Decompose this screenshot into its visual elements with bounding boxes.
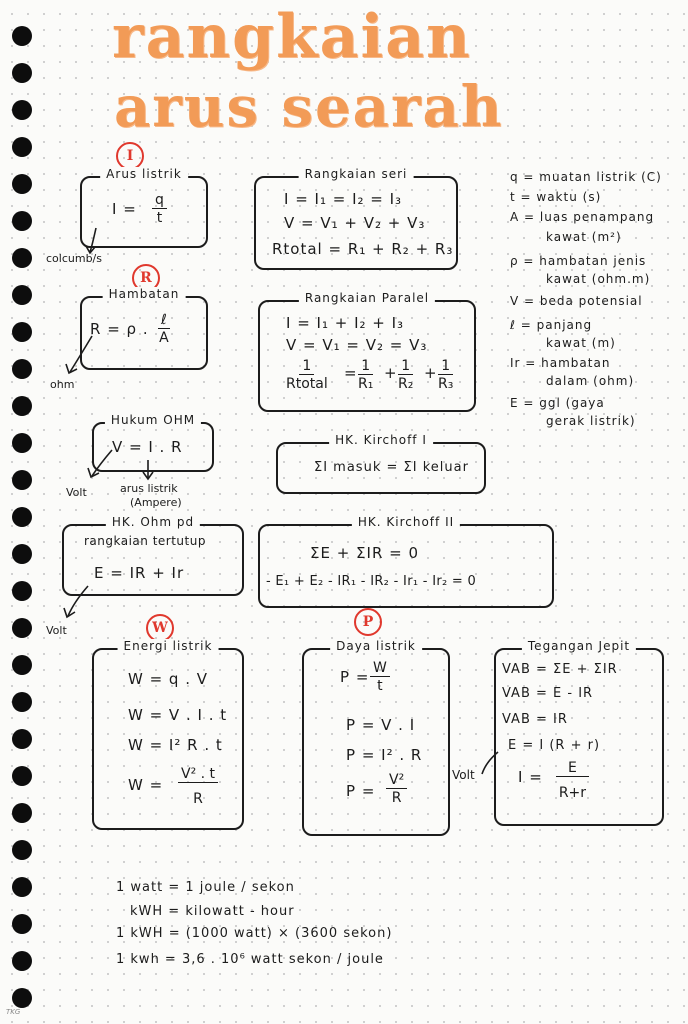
legend-line: q = muatan listrik (C) [510, 170, 662, 184]
parallel-line-1: I = I₁ + I₂ + I₃ [286, 314, 405, 332]
terminal-voltage-line-5-lhs: I = [518, 768, 543, 786]
series-circuit-header: Rangkaian seri [299, 167, 414, 181]
current-unit-note: colcumb/s [46, 252, 102, 265]
fraction-denominator: R [193, 791, 203, 807]
legend-line: V = beda potensial [510, 294, 643, 308]
power-line-4-fraction [386, 772, 407, 806]
kirchoff-2-header: HK. Kirchoff II [352, 515, 460, 529]
fraction-numerator: 1 [398, 358, 413, 375]
legend-line: kawat (m²) [546, 230, 622, 244]
parallel-circuit-header: Rangkaian Paralel [299, 291, 435, 305]
terminal-voltage-line-1: VAB = ΣE + ΣIR [502, 662, 618, 677]
fraction-denominator: R₂ [398, 376, 414, 392]
power-line-3: P = I² . R [346, 746, 423, 764]
parallel-plus: + [384, 364, 398, 382]
terminal-voltage-volt-note: Volt [452, 768, 475, 782]
energy-line-1: W = q . V [128, 670, 209, 688]
terminal-voltage-line-5-fraction [556, 760, 589, 801]
ohm-law-formula: V = I . R [112, 438, 183, 456]
fraction-numerator: ℓ [158, 312, 170, 329]
unit-line-2: kWH = kilowatt - hour [130, 904, 295, 919]
legend-line: kawat (m) [546, 336, 616, 350]
kirchoff-2-line-1: ΣE + ΣIR = 0 [310, 544, 420, 562]
current-box-header: Arus listrik [100, 167, 188, 181]
fraction-denominator: R+r [558, 785, 587, 801]
fraction-denominator: t [377, 678, 383, 694]
parallel-frac-r2 [398, 358, 413, 392]
kirchoff-1-box [276, 433, 486, 494]
fraction-numerator: 1 [358, 358, 373, 375]
ohm-law-current-note: arus listrik [120, 482, 178, 495]
fraction-numerator: W [370, 660, 390, 677]
kirchoff-2-line-2: - E₁ + E₂ - IR₁ - IR₂ - Ir₁ - Ir₂ = 0 [266, 574, 477, 589]
kirchoff-2-box [258, 515, 554, 608]
series-circuit-box [254, 167, 458, 270]
closed-circuit-box [62, 515, 244, 596]
ohm-law-volt-note: Volt [66, 486, 87, 499]
resistance-fraction [158, 312, 170, 346]
closed-circuit-header: HK. Ohm pd [106, 515, 200, 529]
kirchoff-1-formula: ΣI masuk = ΣI keluar [314, 460, 469, 475]
energy-line-4-lhs: W = [128, 776, 164, 794]
power-header: Daya listrik [330, 639, 422, 653]
terminal-voltage-line-4: E = I (R + r) [508, 738, 601, 753]
parallel-frac-r1 [358, 358, 373, 392]
terminal-voltage-line-3: VAB = IR [502, 712, 568, 727]
fraction-denominator: R₁ [358, 376, 374, 392]
parallel-equals: = [344, 364, 358, 382]
parallel-frac-total [286, 358, 328, 392]
resistance-formula-lhs: R = ρ . [90, 320, 149, 338]
fraction-numerator: E [556, 760, 589, 777]
power-box [302, 639, 450, 836]
marker-power: P [354, 608, 382, 636]
legend-line: kawat (ohm.m) [546, 272, 651, 286]
energy-line-3: W = I² R . t [128, 736, 223, 754]
power-line-4-lhs: P = [346, 782, 376, 800]
energy-box [92, 639, 244, 830]
terminal-voltage-line-2: VAB = E - IR [502, 686, 594, 701]
closed-circuit-volt-note: Volt [46, 624, 67, 637]
current-formula-lhs: I = [112, 200, 137, 218]
power-line-2: P = V . I [346, 716, 416, 734]
fraction-denominator: A [159, 330, 169, 346]
series-line-3: Rtotal = R₁ + R₂ + R₃ [272, 240, 454, 258]
parallel-frac-r3 [438, 358, 453, 392]
legend-line: t = waktu (s) [510, 190, 602, 204]
resistance-box [80, 287, 208, 370]
energy-line-4-fraction [178, 766, 218, 807]
legend-line: gerak listrik) [546, 414, 636, 428]
fraction-numerator: 1 [438, 358, 453, 375]
fraction-numerator: q [152, 192, 167, 209]
energy-header: Energi listrik [118, 639, 219, 653]
marker-resistance: R [132, 264, 160, 292]
marker-energy: W [146, 614, 174, 642]
current-box [80, 167, 208, 248]
legend-line: A = luas penampang [510, 210, 655, 224]
fraction-numerator: 1 [299, 358, 314, 375]
closed-circuit-formula: E = IR + Ir [94, 564, 185, 582]
unit-line-4: 1 kwh = 3,6 . 10⁶ watt sekon / joule [116, 952, 384, 967]
fraction-denominator: Rtotal [286, 376, 328, 392]
fraction-denominator: R [391, 790, 402, 806]
parallel-line-2: V = V₁ = V₂ = V₃ [286, 336, 428, 354]
power-line-1-fraction [370, 660, 390, 694]
current-fraction [152, 192, 167, 226]
energy-line-2: W = V . I . t [128, 706, 228, 724]
series-line-1: I = I₁ = I₂ = I₃ [284, 190, 403, 208]
resistance-box-header: Hambatan [103, 287, 186, 301]
parallel-plus: + [424, 364, 438, 382]
page-title-line2: arus searah [114, 74, 504, 140]
terminal-voltage-box [494, 639, 664, 826]
brand-logo: TKG [6, 1008, 21, 1016]
legend-line: dalam (ohm) [546, 374, 635, 388]
ohm-law-box [92, 413, 214, 472]
fraction-numerator: V² [386, 772, 407, 789]
parallel-circuit-box [258, 291, 476, 412]
legend-line: ℓ = panjang [510, 318, 593, 332]
legend-line: ρ = hambatan jenis [510, 254, 647, 268]
series-line-2: V = V₁ + V₂ + V₃ [284, 214, 426, 232]
fraction-denominator: t [156, 210, 163, 226]
power-line-1-lhs: P = [340, 668, 370, 686]
marker-current: I [116, 142, 144, 170]
ohm-law-ampere-note: (Ampere) [130, 496, 182, 509]
unit-line-1: 1 watt = 1 joule / sekon [116, 880, 295, 895]
unit-line-3: 1 kWH = (1000 watt) × (3600 sekon) [116, 926, 393, 941]
closed-circuit-subheader: rangkaian tertutup [84, 534, 206, 548]
fraction-numerator: V² . t [178, 766, 218, 783]
ohm-law-header: Hukum OHM [105, 413, 201, 427]
page-title-line1: rangkaian [112, 2, 472, 72]
legend-line: Ir = hambatan [510, 356, 611, 370]
fraction-denominator: R₃ [438, 376, 454, 392]
kirchoff-1-header: HK. Kirchoff I [329, 433, 433, 447]
legend-line: E = ggl (gaya [510, 396, 605, 410]
resistance-unit-note: ohm [50, 378, 75, 391]
terminal-voltage-header: Tegangan Jepit [522, 639, 636, 653]
